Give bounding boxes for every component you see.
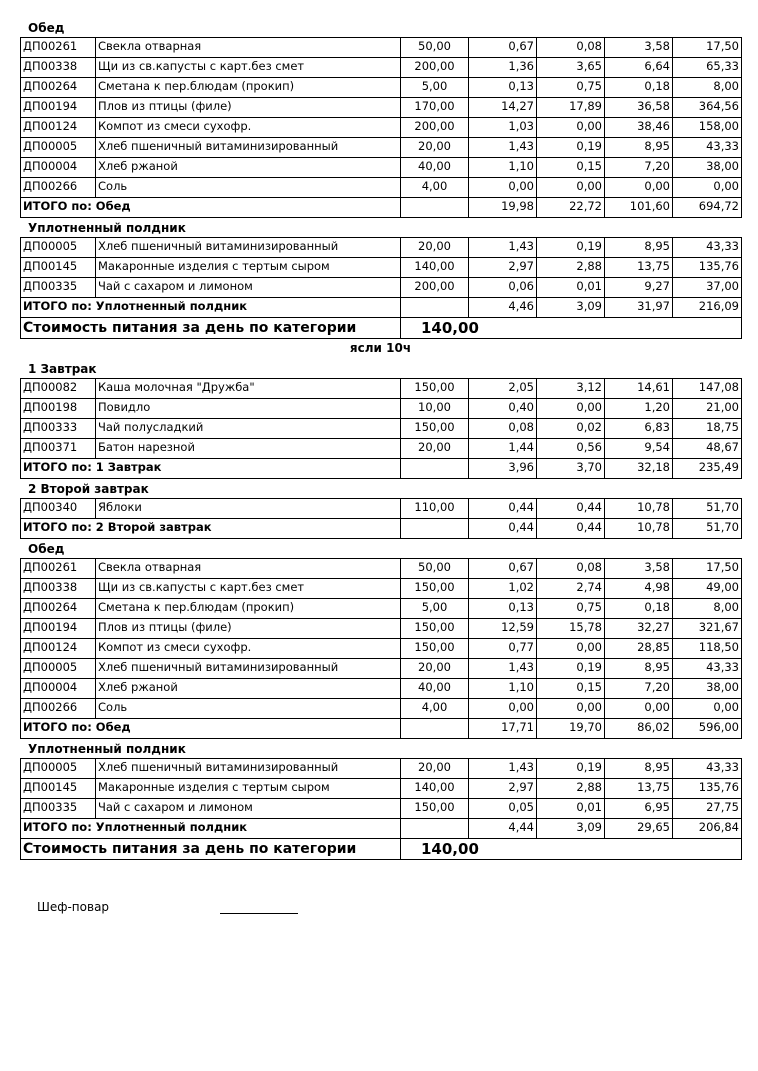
meal-table: [20, 498, 742, 539]
dish-kcal: 0,00: [673, 178, 742, 198]
meal-section-title: 1 Завтрак: [28, 362, 97, 376]
dish-name: Макаронные изделия с тертым сыром: [96, 258, 401, 278]
dish-name: Хлеб пшеничный витаминизированный: [96, 759, 401, 779]
section-total-portion: [401, 459, 469, 479]
dish-portion: 20,00: [401, 759, 469, 779]
dish-row: [21, 419, 742, 439]
dish-code: ДП00338: [21, 579, 96, 599]
dish-row: [21, 799, 742, 819]
dish-kcal: 17,50: [673, 559, 742, 579]
section-total-carbs: 101,60: [605, 198, 673, 218]
dish-portion: 50,00: [401, 38, 469, 58]
dish-name: Хлеб пшеничный витаминизированный: [96, 138, 401, 158]
meal-table: [20, 237, 742, 339]
dish-kcal: 135,76: [673, 258, 742, 278]
dish-carbs: 13,75: [605, 779, 673, 799]
dish-code: ДП00004: [21, 158, 96, 178]
dish-code: ДП00264: [21, 599, 96, 619]
section-total-fat: 19,70: [537, 719, 605, 739]
dish-portion: 200,00: [401, 118, 469, 138]
dish-row: [21, 118, 742, 138]
section-total-row: [21, 198, 742, 218]
dish-code: ДП00261: [21, 559, 96, 579]
dish-protein: 1,36: [469, 58, 537, 78]
section-total-row: [21, 459, 742, 479]
section-total-fat: 22,72: [537, 198, 605, 218]
dish-carbs: 1,20: [605, 399, 673, 419]
dish-carbs: 8,95: [605, 238, 673, 258]
dish-name: Чай с сахаром и лимоном: [96, 799, 401, 819]
dish-row: [21, 759, 742, 779]
dish-row: [21, 439, 742, 459]
dish-carbs: 0,18: [605, 599, 673, 619]
dish-fat: 0,00: [537, 639, 605, 659]
dish-protein: 1,43: [469, 759, 537, 779]
dish-kcal: 43,33: [673, 138, 742, 158]
section-total-label: ИТОГО по: Уплотненный полдник: [21, 298, 401, 318]
dish-carbs: 7,20: [605, 158, 673, 178]
dish-code: ДП00145: [21, 779, 96, 799]
section-total-portion: [401, 298, 469, 318]
dish-protein: 0,05: [469, 799, 537, 819]
dish-kcal: 51,70: [673, 499, 742, 519]
dish-code: ДП00005: [21, 138, 96, 158]
dish-kcal: 0,00: [673, 699, 742, 719]
dish-name: Щи из св.капусты с карт.без смет: [96, 58, 401, 78]
dish-row: [21, 699, 742, 719]
dish-code: ДП00335: [21, 278, 96, 298]
section-total-protein: 17,71: [469, 719, 537, 739]
dish-portion: 20,00: [401, 238, 469, 258]
dish-protein: 2,97: [469, 779, 537, 799]
dish-fat: 0,02: [537, 419, 605, 439]
chef-signature-label: Шеф-повар: [37, 900, 110, 914]
dish-name: Повидло: [96, 399, 401, 419]
dish-carbs: 28,85: [605, 639, 673, 659]
dish-carbs: 0,00: [605, 699, 673, 719]
dish-protein: 1,10: [469, 679, 537, 699]
section-total-portion: [401, 519, 469, 539]
dish-fat: 0,00: [537, 399, 605, 419]
dish-kcal: 18,75: [673, 419, 742, 439]
meal-table: [20, 758, 742, 860]
dish-fat: 0,19: [537, 138, 605, 158]
dish-fat: 2,88: [537, 779, 605, 799]
dish-carbs: 0,18: [605, 78, 673, 98]
dish-code: ДП00198: [21, 399, 96, 419]
dish-name: Чай полусладкий: [96, 419, 401, 439]
dish-name: Свекла отварная: [96, 38, 401, 58]
dish-code: ДП00266: [21, 699, 96, 719]
dish-name: Сметана к пер.блюдам (прокип): [96, 599, 401, 619]
dish-name: Макаронные изделия с тертым сыром: [96, 779, 401, 799]
dish-code: ДП00266: [21, 178, 96, 198]
dish-fat: 0,19: [537, 238, 605, 258]
dish-carbs: 6,95: [605, 799, 673, 819]
dish-name: Плов из птицы (филе): [96, 619, 401, 639]
dish-fat: 2,88: [537, 258, 605, 278]
dish-code: ДП00005: [21, 759, 96, 779]
section-total-fat: 3,09: [537, 298, 605, 318]
dish-portion: 20,00: [401, 439, 469, 459]
dish-row: [21, 178, 742, 198]
dish-carbs: 10,78: [605, 499, 673, 519]
dish-kcal: 38,00: [673, 679, 742, 699]
dish-protein: 2,05: [469, 379, 537, 399]
dish-row: [21, 619, 742, 639]
dish-code: ДП00005: [21, 659, 96, 679]
dish-carbs: 9,54: [605, 439, 673, 459]
dish-protein: 0,67: [469, 559, 537, 579]
dish-carbs: 7,20: [605, 679, 673, 699]
dish-row: [21, 399, 742, 419]
dish-fat: 0,44: [537, 499, 605, 519]
dish-protein: 1,43: [469, 138, 537, 158]
meal-section-title: Уплотненный полдник: [28, 742, 186, 756]
dish-fat: 0,00: [537, 118, 605, 138]
dish-code: ДП00124: [21, 118, 96, 138]
dish-kcal: 158,00: [673, 118, 742, 138]
dish-row: [21, 98, 742, 118]
dish-protein: 1,44: [469, 439, 537, 459]
dish-name: Соль: [96, 699, 401, 719]
dish-carbs: 14,61: [605, 379, 673, 399]
dish-row: [21, 258, 742, 278]
dish-portion: 150,00: [401, 639, 469, 659]
section-total-row: [21, 719, 742, 739]
dish-row: [21, 58, 742, 78]
section-total-protein: 19,98: [469, 198, 537, 218]
dish-kcal: 27,75: [673, 799, 742, 819]
dish-protein: 0,00: [469, 178, 537, 198]
dish-code: ДП00004: [21, 679, 96, 699]
dish-name: Свекла отварная: [96, 559, 401, 579]
dish-code: ДП00124: [21, 639, 96, 659]
dish-row: [21, 779, 742, 799]
menu-document: [20, 18, 741, 860]
dish-code: ДП00005: [21, 238, 96, 258]
dish-carbs: 13,75: [605, 258, 673, 278]
dish-name: Компот из смеси сухофр.: [96, 639, 401, 659]
meal-table: [20, 378, 742, 479]
section-total-label: ИТОГО по: Обед: [21, 198, 401, 218]
dish-name: Плов из птицы (филе): [96, 98, 401, 118]
daily-cost-label: Стоимость питания за день по категории: [21, 318, 401, 339]
dish-code: ДП00333: [21, 419, 96, 439]
dish-protein: 0,13: [469, 599, 537, 619]
section-total-kcal: 206,84: [673, 819, 742, 839]
dish-name: Яблоки: [96, 499, 401, 519]
section-total-protein: 4,44: [469, 819, 537, 839]
dish-kcal: 321,67: [673, 619, 742, 639]
dish-code: ДП00371: [21, 439, 96, 459]
signature-line: [220, 913, 298, 914]
dish-name: Хлеб ржаной: [96, 679, 401, 699]
dish-carbs: 38,46: [605, 118, 673, 138]
category-title: ясли 10ч: [349, 341, 412, 355]
dish-name: Батон нарезной: [96, 439, 401, 459]
dish-kcal: 118,50: [673, 639, 742, 659]
dish-kcal: 8,00: [673, 78, 742, 98]
dish-protein: 14,27: [469, 98, 537, 118]
section-total-kcal: 235,49: [673, 459, 742, 479]
dish-row: [21, 78, 742, 98]
daily-cost-value: 140,00: [401, 318, 742, 339]
dish-protein: 0,40: [469, 399, 537, 419]
dish-kcal: 8,00: [673, 599, 742, 619]
dish-portion: 150,00: [401, 419, 469, 439]
meal-section-title: Обед: [28, 21, 65, 35]
dish-name: Соль: [96, 178, 401, 198]
dish-kcal: 38,00: [673, 158, 742, 178]
section-total-protein: 0,44: [469, 519, 537, 539]
dish-kcal: 43,33: [673, 238, 742, 258]
dish-fat: 0,00: [537, 699, 605, 719]
dish-portion: 50,00: [401, 559, 469, 579]
section-total-portion: [401, 719, 469, 739]
daily-cost-value: 140,00: [401, 839, 742, 860]
section-total-kcal: 596,00: [673, 719, 742, 739]
section-total-kcal: 694,72: [673, 198, 742, 218]
dish-protein: 0,44: [469, 499, 537, 519]
dish-kcal: 147,08: [673, 379, 742, 399]
dish-name: Каша молочная "Дружба": [96, 379, 401, 399]
section-total-carbs: 10,78: [605, 519, 673, 539]
dish-name: Хлеб ржаной: [96, 158, 401, 178]
dish-fat: 0,01: [537, 799, 605, 819]
section-total-carbs: 86,02: [605, 719, 673, 739]
dish-protein: 2,97: [469, 258, 537, 278]
dish-kcal: 17,50: [673, 38, 742, 58]
dish-portion: 20,00: [401, 138, 469, 158]
dish-portion: 150,00: [401, 619, 469, 639]
dish-portion: 150,00: [401, 379, 469, 399]
dish-fat: 17,89: [537, 98, 605, 118]
dish-fat: 0,01: [537, 278, 605, 298]
dish-fat: 0,08: [537, 559, 605, 579]
dish-kcal: 364,56: [673, 98, 742, 118]
dish-fat: 0,15: [537, 679, 605, 699]
dish-protein: 0,00: [469, 699, 537, 719]
dish-fat: 0,00: [537, 178, 605, 198]
dish-portion: 40,00: [401, 679, 469, 699]
dish-portion: 200,00: [401, 278, 469, 298]
dish-carbs: 8,95: [605, 759, 673, 779]
dish-row: [21, 499, 742, 519]
daily-cost-row: [21, 839, 742, 860]
dish-row: [21, 559, 742, 579]
section-total-fat: 0,44: [537, 519, 605, 539]
dish-carbs: 36,58: [605, 98, 673, 118]
dish-fat: 0,75: [537, 78, 605, 98]
dish-row: [21, 679, 742, 699]
dish-name: Компот из смеси сухофр.: [96, 118, 401, 138]
section-total-carbs: 29,65: [605, 819, 673, 839]
dish-portion: 140,00: [401, 258, 469, 278]
dish-portion: 20,00: [401, 659, 469, 679]
meal-section-title: 2 Второй завтрак: [28, 482, 149, 496]
dish-row: [21, 38, 742, 58]
dish-carbs: 6,83: [605, 419, 673, 439]
dish-portion: 5,00: [401, 78, 469, 98]
dish-name: Хлеб пшеничный витаминизированный: [96, 659, 401, 679]
dish-row: [21, 579, 742, 599]
dish-code: ДП00264: [21, 78, 96, 98]
dish-fat: 3,12: [537, 379, 605, 399]
section-total-label: ИТОГО по: 1 Завтрак: [21, 459, 401, 479]
dish-protein: 0,67: [469, 38, 537, 58]
dish-portion: 140,00: [401, 779, 469, 799]
dish-row: [21, 238, 742, 258]
dish-code: ДП00338: [21, 58, 96, 78]
section-total-row: [21, 298, 742, 318]
dish-portion: 10,00: [401, 399, 469, 419]
dish-row: [21, 639, 742, 659]
meal-section-title: Уплотненный полдник: [28, 221, 186, 235]
section-total-portion: [401, 198, 469, 218]
dish-code: ДП00335: [21, 799, 96, 819]
dish-name: Чай с сахаром и лимоном: [96, 278, 401, 298]
dish-code: ДП00082: [21, 379, 96, 399]
dish-protein: 1,43: [469, 659, 537, 679]
section-total-label: ИТОГО по: 2 Второй завтрак: [21, 519, 401, 539]
dish-portion: 150,00: [401, 579, 469, 599]
dish-portion: 5,00: [401, 599, 469, 619]
dish-protein: 0,08: [469, 419, 537, 439]
dish-row: [21, 158, 742, 178]
dish-portion: 40,00: [401, 158, 469, 178]
dish-name: Сметана к пер.блюдам (прокип): [96, 78, 401, 98]
daily-cost-label: Стоимость питания за день по категории: [21, 839, 401, 860]
dish-carbs: 3,58: [605, 559, 673, 579]
dish-row: [21, 379, 742, 399]
dish-code: ДП00194: [21, 619, 96, 639]
dish-row: [21, 659, 742, 679]
dish-protein: 12,59: [469, 619, 537, 639]
section-total-carbs: 32,18: [605, 459, 673, 479]
dish-protein: 1,10: [469, 158, 537, 178]
dish-carbs: 8,95: [605, 659, 673, 679]
meal-section-title: Обед: [28, 542, 65, 556]
dish-fat: 0,19: [537, 759, 605, 779]
dish-carbs: 9,27: [605, 278, 673, 298]
section-total-fat: 3,09: [537, 819, 605, 839]
dish-carbs: 3,58: [605, 38, 673, 58]
dish-fat: 3,65: [537, 58, 605, 78]
meal-table: [20, 37, 742, 218]
dish-fat: 0,19: [537, 659, 605, 679]
section-total-protein: 3,96: [469, 459, 537, 479]
section-total-protein: 4,46: [469, 298, 537, 318]
dish-carbs: 32,27: [605, 619, 673, 639]
dish-portion: 4,00: [401, 699, 469, 719]
dish-protein: 0,13: [469, 78, 537, 98]
dish-fat: 0,08: [537, 38, 605, 58]
dish-row: [21, 599, 742, 619]
section-total-carbs: 31,97: [605, 298, 673, 318]
dish-kcal: 65,33: [673, 58, 742, 78]
dish-kcal: 37,00: [673, 278, 742, 298]
dish-carbs: 4,98: [605, 579, 673, 599]
dish-protein: 0,77: [469, 639, 537, 659]
dish-row: [21, 138, 742, 158]
dish-kcal: 49,00: [673, 579, 742, 599]
dish-portion: 110,00: [401, 499, 469, 519]
dish-row: [21, 278, 742, 298]
dish-carbs: 6,64: [605, 58, 673, 78]
dish-fat: 0,15: [537, 158, 605, 178]
dish-kcal: 21,00: [673, 399, 742, 419]
dish-protein: 1,03: [469, 118, 537, 138]
dish-kcal: 43,33: [673, 759, 742, 779]
section-total-label: ИТОГО по: Уплотненный полдник: [21, 819, 401, 839]
dish-code: ДП00145: [21, 258, 96, 278]
dish-code: ДП00194: [21, 98, 96, 118]
dish-code: ДП00340: [21, 499, 96, 519]
dish-name: Щи из св.капусты с карт.без смет: [96, 579, 401, 599]
meal-table: [20, 558, 742, 739]
dish-name: Хлеб пшеничный витаминизированный: [96, 238, 401, 258]
dish-portion: 4,00: [401, 178, 469, 198]
section-total-fat: 3,70: [537, 459, 605, 479]
dish-portion: 200,00: [401, 58, 469, 78]
dish-kcal: 43,33: [673, 659, 742, 679]
dish-kcal: 135,76: [673, 779, 742, 799]
daily-cost-row: [21, 318, 742, 339]
dish-portion: 150,00: [401, 799, 469, 819]
dish-fat: 15,78: [537, 619, 605, 639]
section-total-label: ИТОГО по: Обед: [21, 719, 401, 739]
dish-code: ДП00261: [21, 38, 96, 58]
section-total-portion: [401, 819, 469, 839]
dish-portion: 170,00: [401, 98, 469, 118]
section-total-row: [21, 819, 742, 839]
dish-protein: 1,02: [469, 579, 537, 599]
dish-protein: 1,43: [469, 238, 537, 258]
dish-carbs: 8,95: [605, 138, 673, 158]
dish-fat: 2,74: [537, 579, 605, 599]
dish-carbs: 0,00: [605, 178, 673, 198]
dish-kcal: 48,67: [673, 439, 742, 459]
dish-protein: 0,06: [469, 278, 537, 298]
dish-fat: 0,75: [537, 599, 605, 619]
section-total-row: [21, 519, 742, 539]
section-total-kcal: 216,09: [673, 298, 742, 318]
section-total-kcal: 51,70: [673, 519, 742, 539]
dish-fat: 0,56: [537, 439, 605, 459]
